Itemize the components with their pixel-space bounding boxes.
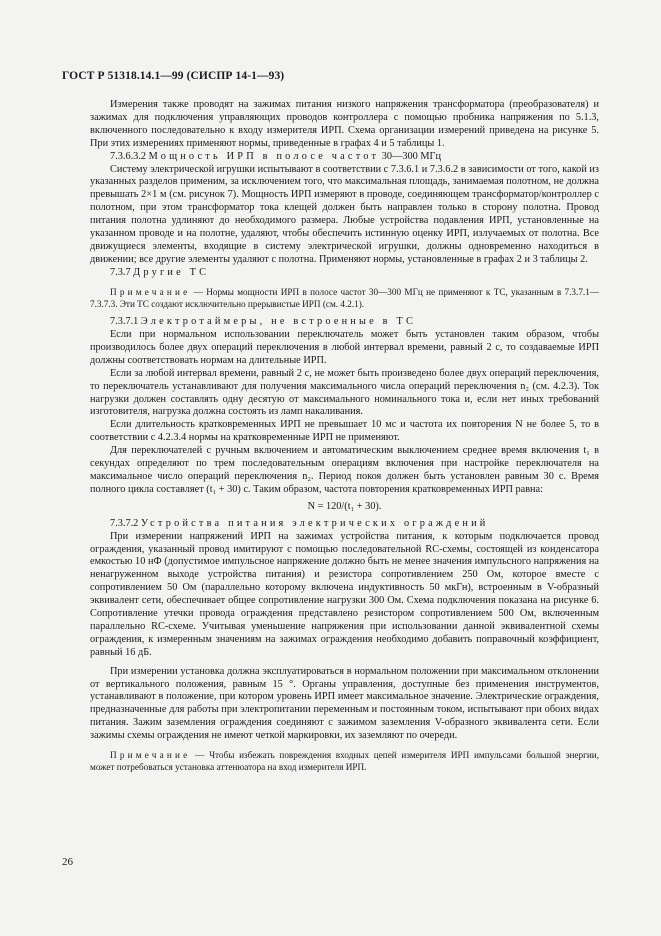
note-label: Примечание	[110, 286, 191, 297]
formula: N = 120/(t₁ + 30).	[307, 500, 382, 512]
paragraph: Если длительность кратковременных ИРП не превышает 10 мс и частота их повторения N не более 5, то в соответствии с 4.2.3.4 нормы на кратковременные ИРП не применяют.	[90, 419, 599, 444]
paragraph: При измерении напряжений ИРП на зажимах устройства питания, к которым подключается провод ограждения, указанный провод имитируют с помощью последовательной RC-схемы, состоящей из конденсатора емкостью 10 нФ (допустимое импульсное напряжение должно быть не менее значения импульсного напряжения на ненагруженном выходе устройства питания) и резистора сопротивлением 250 Ом, которое вместе с сопротивлением 50 Ом (параллельно которому включена индуктивность 50 мкГн), встроенным в V-образный эквивалент сети, обеспечивает общее сопротивление нагрузки 300 Ом. Схема подключения показана на рисунке 6. Сопротивление утечки провода ограждения представлено резистором сопротивлением 500 Ом, включенным параллельно RC-схеме. Учитывая уменьшение напряжения при использовании данной эквивалентной схемы ограждения, к измеренным значениям на зажимах ограждения необходимо добавить поправочный коэффициент, равный 16 дБ.	[90, 530, 599, 658]
note-label: Примечание	[110, 750, 191, 761]
paragraph: При измерении установка должна эксплуатироваться в нормальном положении при максимальном отклонении от вертикального положения, равным 15 °. Органы управления, доступные без применения инструментов, устанавливают в положение, при котором уровень ИРП имеет максимальное значение. Электрические ограждения, предназначенные для работы при электропитании переменным и постоянным током, испытывают при обоих видах питания. Зажим заземления ограждения соединяют с зажимом заземления V-образного эквивалента сети. Если зажимы схемы ограждения не имеют четкой маркировки, их заземляют по очереди.	[90, 665, 599, 742]
section-heading: 7.3.7.1 Электротаймеры, не встроенные в ТС	[110, 316, 417, 328]
section-heading: 7.3.7 Другие ТС	[110, 266, 210, 278]
note: Примечание — Нормы мощности ИРП в полосе частот 30—300 МГц не применяют к ТС, указанным в 7.3.7.1—7.3.7.3. Эти ТС создают исключительно прерывистые ИРП (см. 4.2.1).	[90, 286, 599, 309]
document-body	[90, 99, 599, 774]
paragraph: Систему электрической игрушки испытывают в соответствии с 7.3.6.1 и 7.3.6.2 в зависимости от того, какой из указанных разделов применим, за исключением того, что максимальная площадь, занимаемая полотном, не должна превышать 2×1 м (см. рисунок 7). Мощность ИРП измеряют в проводе, соединяющем трансформатор/контроллер с полотном, при этом трансформатор тока клещей должен быть направлен только в сторону полотна. Провод питания полотна удлиняют до необходимого размера. Любые устройства подавления ИРП, установленные на указанном проводе и на полотне, удаляют, чтобы обеспечить истинную оценку ИРП, излучаемых от полотна. Все движущиеся элементы, входящие в систему электрической игрушки, должны одновременно находиться в движении; все другие элементы удаляют с полотна. Применяют нормы, установленные в графах 2 и 3 таблицы 2.	[90, 163, 599, 265]
page-number: 26	[62, 856, 73, 868]
paragraph: Если при нормальном использовании переключатель может быть установлен таким образом, чтобы производилось более двух операций переключения в любой интервал времени, равный 2 с, то создаваемые ИРП должны соответствовать нормам на длительные ИРП.	[90, 329, 599, 366]
section-heading: 7.3.7.2 Устройства питания электрических ограждений	[110, 517, 489, 529]
paragraph: Для переключателей с ручным включением и автоматическим выключением среднее время включения t₁ в секундах определяют по трем последовательным операциям включения при настройке переключателя на максимальное число операций переключения n₂. Период покоя должен быть установлен равным 30 с. Время полного цикла составляет (t₁ + 30) с. Таким образом, частота повторения кратковременных ИРП равна:	[90, 445, 599, 495]
section-heading: 7.3.6.3.2 Мощность ИРП в полосе частот 30—300 МГц	[110, 150, 441, 162]
note: Примечание — Чтобы избежать повреждения входных цепей измерителя ИРП импульсами большой энергии, может потребоваться установка аттенюатора на вход измерителя ИРП.	[90, 750, 599, 773]
document-header: ГОСТ Р 51318.14.1—99 (СИСПР 14-1—93)	[62, 70, 285, 82]
paragraph: Измерения также проводят на зажимах питания низкого напряжения трансформатора (преобразователя) и зажимах для подключения управляющих проводов контроллера с помощью пробника напряжения по 5.1.3, включенного последовательно к входу измерителя ИРП. Схема организации измерений приведена на рисунке 5. При этих измерениях применяют нормы, приведенные в графах 4 и 5 таблицы 1.	[90, 99, 599, 149]
paragraph: Если за любой интервал времени, равный 2 с, не может быть произведено более двух операций переключения, то переключатель устанавливают для получения максимального числа операций переключения n₂ (см. 4.2.3). Ток нагрузки должен составлять одну десятую от максимального номинального тока и, если нет иных требований изготовителя, нагрузка должна состоять из ламп накаливания.	[90, 367, 599, 418]
